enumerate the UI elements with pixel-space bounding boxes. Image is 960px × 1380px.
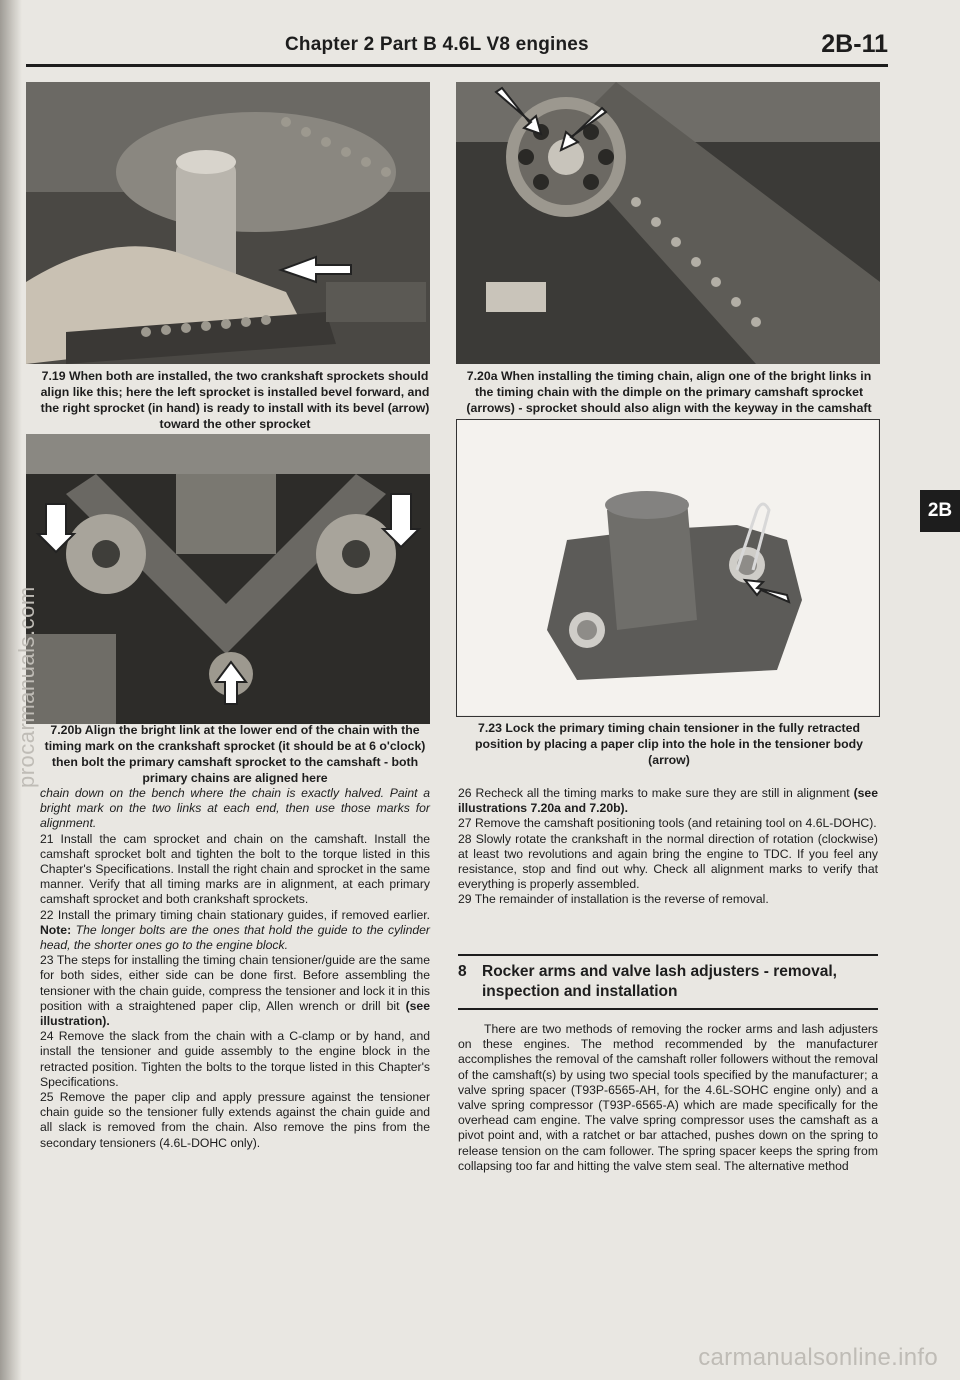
photo-crankshaft-sprockets [26, 82, 430, 364]
photo-camshaft-sprocket-chain [456, 82, 880, 364]
paragraph-intro: chain down on the bench where the chain is exactly halved. Paint a bright mark on the two links at each end, then use those marks for alignment. [40, 786, 430, 831]
paragraph-21: 21 Install the cam sprocket and chain on the camshaft. Install the camshaft sprocket bolt and tighten the bolt to the torque listed in this Chapter's Specifications. Install the right chain and sprocket in the same manner. Verify that all timing marks are in alignment, at each primary camshaft sprocket and both crankshaft sprockets. [40, 831, 430, 907]
paragraph-22 [40, 908, 430, 954]
paragraph-23-ref: (see illustration). [40, 998, 430, 1029]
header-rule [26, 64, 888, 67]
photo-tensioner-paper-clip [457, 420, 878, 715]
watermark-bottom: carmanualsonline.info [698, 1344, 938, 1371]
paragraph-26 [458, 786, 878, 816]
paragraph-29: 29 The remainder of installation is the reverse of removal. [458, 892, 769, 907]
caption-7-19: 7.19 When both are installed, the two crankshaft sprockets should align like this; here the left sprocket is installed bevel forward, and the right sprocket (in hand) is ready to install with its bevel (arrow) toward the other sprocket [40, 369, 430, 431]
paragraph-25: 25 Remove the paper clip and apply pressure against the tensioner chain guide so the tensioner fully extends against the chain guide and all slack is removed from the chain. Also remove the pins from the secondary tensioners (4.6L-DOHC only). [40, 1090, 430, 1150]
paragraph-24: 24 Remove the slack from the chain with a C-clamp or by hand, and install the tensioner and guide assembly to the engine block in the retracted position. Tighten the bolts to the torque listed in this Chapter's Specifications. [40, 1029, 430, 1089]
paragraph-23 [40, 953, 430, 1029]
caption-7-20b: 7.20b Align the bright link at the lower end of the chain with the timing mark on the crankshaft sprocket (it should be at 6 o'clock) then bolt the primary camshaft sprocket to the camshaft - both primary chains are aligned here [44, 723, 426, 785]
paragraph-27: 27 Remove the camshaft positioning tools (and retaining tool on 4.6L-DOHC). [458, 816, 877, 831]
paragraph-26-ref: (see illustrations 7.20a and 7.20b). [458, 786, 878, 816]
right-column-text [458, 786, 878, 908]
paragraph-23-text: 23 The steps for installing the timing chain tensioner/guide are the same for both sides, either side can be done first. Before assembling the tensioner with the chain guide, compress the tensioner and lock it in this position with a straightened paper clip, Allen wrench or drill bit [40, 953, 430, 1013]
paragraph-26-text: 26 Recheck all the timing marks to make sure they are still in alignment [458, 786, 850, 800]
paragraph-22-text: 22 Install the primary timing chain stationary guides, if removed earlier. [40, 907, 430, 922]
section-top-rule [458, 954, 878, 956]
left-column-text [40, 786, 430, 1151]
section-tab-2b: 2B [920, 490, 960, 532]
caption-7-23: 7.23 Lock the primary timing chain tensioner in the fully retracted position by placing a paper clip into the hole in the tensioner body (arrow) [474, 721, 864, 767]
section-title: Rocker arms and valve lash adjusters - removal, inspection and installation [482, 963, 837, 1000]
caption-7-20a: 7.20a When installing the timing chain, align one of the bright links in the timing chain with the dimple on the primary camshaft sprocket (arrows) - sprocket should also align with the keyway in the camshaft [466, 369, 872, 415]
section-bottom-rule [458, 1008, 878, 1010]
note-label: Note: [40, 922, 72, 937]
note-text: The longer bolts are the ones that hold the guide to the cylinder head, the shorter ones go to the engine block. [40, 922, 430, 953]
paragraph-28: 28 Slowly rotate the crankshaft in the normal direction of rotation (clockwise) at least two revolutions and again bring the engine to TDC. If you feel any resistance, stop and find out why. Check all alignment marks to verify that everything is properly assembled. [458, 831, 878, 892]
chapter-title: Chapter 2 Part B 4.6L V8 engines [285, 34, 589, 55]
section-number: 8 [458, 963, 467, 980]
section-8-heading [458, 962, 878, 1002]
section-8-body: There are two methods of removing the rocker arms and lash adjusters on these engines. The method recommended by the manufacturer accomplishes the removal of the camshaft roller followers without the removal of the camshaft(s) by using two special tools specified by the manufacturer; a valve spring spacer (T93P-6565-AH, for the 4.6L-SOHC engine only) and a valve spring compressor (T93P-6565-A) which are made specifically for the overhead cam engine. The valve spring compressor uses the camshaft as a pivot point and, with a ratchet or bar attached, pushes down on the spring to release tension on the cam follower. The spring spacer keeps the spring from collapsing too far and hitting the valve stem seal. The alternative method [458, 1022, 878, 1173]
page-number: 2B-11 [821, 30, 888, 58]
photo-primary-chains-aligned [26, 434, 430, 724]
watermark-left: procarmanuals.com [14, 586, 39, 788]
